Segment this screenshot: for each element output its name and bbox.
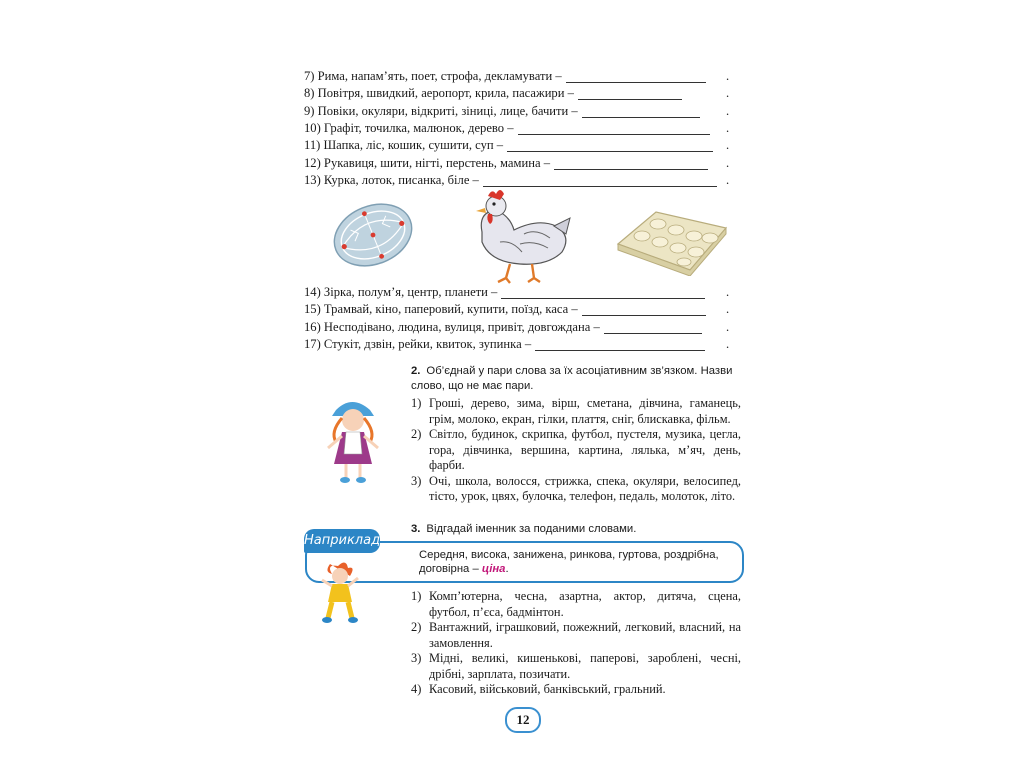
task3-heading [411,522,636,537]
exercise-line [304,285,730,299]
answer-blank[interactable] [554,159,708,170]
exercise-words: 16) Несподівано, людина, вулиця, привіт, довгождана – [304,319,600,334]
exercise-words: 15) Трамвай, кіно, паперовий, купити, поїзд, каса – [304,302,578,317]
item-text: Мідні, великі, кишенькові, паперові, зароблені, чесні, дрібні, зарплата, позичати. [429,651,741,681]
line-end-dot: . [726,138,730,153]
page-number: 12 [505,707,541,733]
item-text: Комп’ютерна, чесна, азартна, актор, дитяча, сцена, футбол, п’єса, бадмінтон. [429,589,741,619]
exercise-line [304,103,730,118]
item-number: 1) [411,589,422,603]
line-end-dot: . [726,69,730,83]
exercise-words: 10) Графіт, точилка, малюнок, дерево – [304,120,514,135]
item-text: Гроші, дерево, зима, вірш, сметана, дівчина, гаманець, грім, молоко, екран, гілки, плаття, сніг, блискавка, фільм. [429,396,741,426]
exercise-line [304,336,730,351]
exercise-line [304,86,730,101]
item-number: 3) [411,473,422,488]
line-end-dot: . [726,155,730,170]
line-end-dot: . [726,285,730,299]
answer-blank[interactable] [578,89,682,100]
line-end-dot: . [726,120,730,135]
list-item [411,474,741,505]
exercise-line [304,319,730,334]
answer-blank[interactable] [535,340,705,351]
exercise-line [304,138,730,153]
task3-title: Відгадай іменник за поданими словами. [426,523,637,535]
task3-number: 3. [411,523,421,535]
line-end-dot: . [726,103,730,118]
example-answer: ціна [481,563,506,575]
item-number: 4) [411,682,422,696]
answer-blank[interactable] [582,305,706,316]
list-item [411,651,741,682]
item-number: 3) [411,651,422,665]
exercise-words: 9) Повіки, окуляри, відкриті, зіниці, лице, бачити – [304,103,578,118]
example-label: Наприклад [304,529,380,553]
example-text: Середня, висока, занижена, ринкова, гуртова, роздрібна, договірна – ціна. [419,549,719,575]
exercise-words: 7) Рима, напам’ять, поет, строфа, декламувати – [304,69,562,83]
task2-title: Об’єднай у пари слова за їх асоціативним зв’язком. Назви слово, що не має пари. [411,365,733,392]
hen-image [460,182,576,284]
list-item [411,589,741,620]
exercise-words: 13) Курка, лоток, писанка, біле – [304,172,479,187]
list-item [411,620,741,651]
list-item [411,396,741,427]
exercise-words: 11) Шапка, ліс, кошик, сушити, суп – [304,138,504,153]
exercise-words: 8) Повітря, швидкий, аеропорт, крила, пасажири – [304,86,574,101]
item-text: Очі, школа, волосся, стрижка, спека, окуляри, велосипед, тісто, урок, цвях, булочка, телефон, педаль, молоток, літо. [429,473,741,503]
line-end-dot: . [726,86,730,101]
exercise-line [304,155,730,170]
item-number: 2) [411,427,422,441]
answer-blank[interactable] [566,72,706,83]
exercise-words: 12) Рукавиця, шити, нігті, перстень, мамина – [304,155,550,170]
task2-heading [411,364,741,394]
answer-blank[interactable] [518,124,710,135]
exercise-words: 14) Зірка, полум’я, центр, планети – [304,285,498,299]
girl-doll-image [322,392,384,484]
exercise-words: 17) Стукіт, дзвін, рейки, квиток, зупинка – [304,336,532,351]
item-text: Світло, будинок, скрипка, футбол, пустеля, музика, цегла, гора, дівчинка, вершина, картина, лялька, м’яч, день, фарби. [429,427,741,472]
example-clue-words: Середня, висока, занижена, ринкова, гуртова, роздрібна, договірна – [419,549,719,575]
exercise-line [304,120,730,135]
item-text: Касовий, військовий, банківський, гральний. [429,682,666,696]
list-item [411,427,741,474]
list-item [411,682,741,698]
exercise-line [304,69,730,83]
answer-blank[interactable] [507,141,713,152]
item-number: 2) [411,620,422,634]
juggler-kid-image [316,558,364,624]
egg-tray-image [614,204,730,276]
line-end-dot: . [726,172,730,187]
exercise-line [304,302,730,317]
line-end-dot: . [726,336,730,351]
answer-blank[interactable] [604,323,702,334]
task2-number: 2. [411,365,421,377]
task2-items [411,396,741,505]
answer-blank[interactable] [582,107,700,118]
line-end-dot: . [726,302,730,317]
painted-egg-image [330,200,416,270]
line-end-dot: . [726,319,730,334]
item-text: Вантажний, іграшковий, пожежний, легковий, власний, на замовлення. [429,620,741,650]
answer-blank[interactable] [501,288,705,299]
task3-items [411,589,741,698]
item-number: 1) [411,396,422,410]
